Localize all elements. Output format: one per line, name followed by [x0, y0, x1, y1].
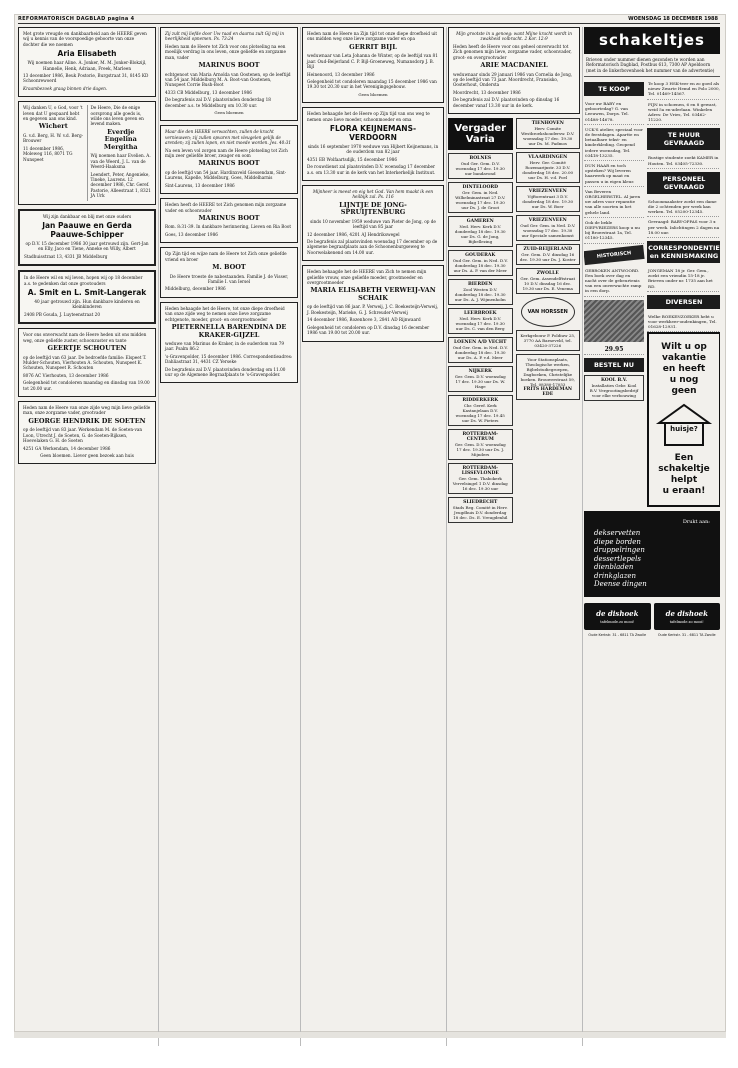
- meeting-item: [448, 153, 513, 179]
- dishoek-item: dessertlepels: [594, 554, 641, 563]
- dishoek-address: Oude Kerkstr. 31 - 6811 TA Zwolle: [657, 632, 716, 637]
- dishoek-addresses: [584, 633, 720, 637]
- section-te-koop: TE KOOP: [584, 82, 644, 96]
- announcement-intro: Heden nam de Heere na Zijn tijd tot onze diepe droefheid uit ons midden weg onze lieve zorgzame vader en opa: [307, 31, 438, 42]
- announcement-text: echtgenoot van Maria Arnolda van Oostenen, op de leeftijd van 54 jaar. Middelburg M. A. Boot-van Oostenen, Nunspeet Corrie Bush-Boot: [165, 71, 291, 88]
- meeting-item: [516, 244, 581, 265]
- announcement-address: 14 december 1986, Rozenhove 3, 2841 AD Rijnwaard: [307, 317, 421, 323]
- death-announcement: [160, 302, 298, 384]
- meeting-details: Vijftorentraat 3 D.V. donderdag 18 dec. 19.30 uur Ds. W. Boer: [522, 193, 574, 209]
- announcement-note: Kraambezoek graag binnen drie dagen.: [23, 85, 108, 91]
- announcement-address: 4251 GA Werkendam, 14 december 1986: [23, 445, 111, 451]
- column-1: [18, 27, 156, 1046]
- announcement-close: Geen bloemen. Liever geen bezoek aan huis: [40, 452, 134, 458]
- horssen-logo: VAN HORSSEN: [521, 297, 575, 327]
- meeting-details: Oud Ger. Gem. D.V. woensdag 17 dec. 19.30 uur bandavond: [455, 160, 505, 176]
- dishoek-logo: [654, 603, 721, 630]
- announcement-intro: Wij zijn dankbaar en blij met onze ouders: [42, 213, 132, 219]
- announcement-funeral: Gelegenheid tot condoleren op D.V. dinsdag 16 december 1986 van 19.00 tot 20.00 uur.: [307, 324, 430, 336]
- ad-line: geen: [671, 386, 697, 397]
- announcement-intro: Heden behaagde het de HEERE van Zich te nemen mijn geliefde vrouw, onze geliefde moeder, grootmoeder en overgrootmoeder: [307, 269, 427, 286]
- announcement-text: G. v.d. Berg, H. W. v.d. Berg-Brouwer: [23, 132, 84, 144]
- meeting-item: [448, 337, 513, 363]
- ad-line: schakeltje: [658, 464, 710, 475]
- classified-item: Van Beveren ORGELHERSTEL. Al jaren uw adres voor reparatie van alle soorten in het gehele land.: [584, 187, 644, 218]
- classified-item: Rustige studente zoekt KAMER in Houten. Tel. 03405-72330.: [647, 153, 720, 168]
- section-correspondentie: CORRESPONDENTIE en KENNISMAKING: [647, 241, 720, 263]
- dishoek-address: Oude Kerkstr. 31 - 6811 TA Zwolle: [588, 632, 647, 637]
- kool-text: Installaties Gebr. Kool B.V. Vergrootingsbedrijf voor elke verbouwing: [589, 382, 639, 398]
- meeting-details: Ger. Gem. D.V. woensdag 17 dec. 19.30 uur Ds. W. Hage: [454, 373, 506, 389]
- meeting-details: Oud Ger. Gem. in Ned. D.V. donderdag 18 dec. 19.30 uur Ds. A. P. v.d. Meer: [452, 344, 508, 360]
- column-4: [448, 27, 580, 1046]
- announcement-name: Everdje Engelina Mergitha: [103, 127, 138, 151]
- ad-line: u eraan!: [662, 486, 706, 497]
- meeting-item: [516, 152, 581, 183]
- announcement-text: sinds 10 november 1959 weduwe van Pieter de Jong, op de leeftijd van 85 jaar: [310, 218, 436, 230]
- dishoek-item: drinkglazen: [594, 571, 637, 580]
- column-5: [584, 27, 720, 1046]
- announcement-address: 's-Gravenpolder, 15 december 1986. Correspondentieadres: Dahliastraat 31, 4431 CZ Yerseke: [165, 353, 293, 365]
- holiday-house-ad: [647, 332, 720, 507]
- meeting-item: [448, 250, 513, 276]
- announcement-intro: Heden nam de Heere tot Zich voor ons plotseling na een moeilijk verdrag in ons leven, onze geliefde en zorgzame man, vader: [165, 43, 286, 60]
- meeting-place: DINTELOORD: [462, 184, 499, 190]
- announcement-name: MARINUS BOOT: [198, 159, 260, 168]
- column-divider: [446, 27, 447, 1046]
- column-3: [302, 27, 444, 1046]
- vergader-section: [448, 118, 580, 526]
- dishoek-heading: Drukt aan:: [682, 519, 710, 526]
- death-announcement: [18, 328, 156, 397]
- ad-headline: [655, 453, 713, 497]
- announcement-name: MARINUS BOOT: [198, 213, 260, 222]
- death-announcement: [302, 107, 444, 181]
- schakeltjes-logo: schakeltjes: [584, 27, 720, 54]
- death-announcement: [18, 401, 156, 464]
- classified-item: Ook de bekle DIEPVRIEZERS koop u nu bij Broerstraat 1a, Tel. 01180-12345.: [584, 218, 644, 244]
- meeting-place: LOENEN A/D VECHT: [454, 339, 507, 345]
- meeting-item: [448, 463, 513, 494]
- meeting-list: [516, 118, 581, 294]
- classifieds-body: [584, 79, 720, 507]
- meeting-details: Ger. Gem. D.V. dinsdag 16 dec. 19.30 uur Ds. J. Koster: [519, 251, 576, 262]
- meeting-item: [448, 216, 513, 247]
- classified-item: Welke BOEKENZOEKER hebt u voor werkheer-ondenkingen, Tel. 01628-12931.: [647, 312, 720, 333]
- header-rule: [18, 23, 720, 24]
- announcement-text: op de leeftijd van 63 jaar. De bedroefde familie: Elspeet T. Mulder-Schouten, Vierhouten A. Schouten, Nunspeet K. Schouten, Nunspeet R. Schouten: [23, 354, 147, 371]
- order-now-button[interactable]: BESTEL NU: [584, 358, 644, 372]
- announcement-text: op de leeftijd van 54 jaar. Hardinxveld Giessendam, Sint-Laurens, Kapelle, Middelburg, Goes, Middelharnis: [165, 169, 287, 181]
- dishoek-item: dekservetten: [594, 529, 641, 538]
- announcement-funeral: De begrafenis zal D.V. plaatsvinden op dinsdag 16 december vanaf 13.30 uur in de kerk.: [453, 97, 560, 108]
- meeting-place: ZUID-BEIJERLAND: [523, 246, 572, 252]
- ad-headline: [655, 342, 713, 397]
- page-header-right: WOENSDAG 18 DECEMBER 1988: [628, 16, 718, 22]
- announcement-quote: Zij zult mij liefde door Uw raad en daarna zult Gij mij in heerlijkheid opnemen. Ps. 73:24: [165, 31, 285, 42]
- page-header-left: REFORMATORISCH DAGBLAD pagina 4: [18, 16, 135, 22]
- book-price: 29.95: [584, 345, 644, 355]
- announcement-funeral: De begrafenis zal D.V. plaatsvinden donderdag om 11.00 uur op de Algemene Begraafplaats te 's-Gravenpolder.: [165, 366, 286, 378]
- meeting-place: ROTTERDAM-CENTRUM: [462, 431, 499, 442]
- section-te-huur: TE HUUR GEVRAAGD: [647, 128, 720, 150]
- classified-item: Schoonmaakster zoekt een dame die 2 ochtenden per week kan werken. Tel. 05200-12345.: [647, 197, 720, 218]
- announcement-text: op de leeftijd van 83 jaar. Werkendam M. de Soeten-van Loon, Utrecht J. de Soeten, G. de Soeten-Rijksen, Hoevelaken G. H. de Soeten: [23, 427, 143, 444]
- meeting-place: VRIEZENVEEN: [528, 188, 567, 194]
- dishoek-list: [594, 529, 710, 589]
- classifieds-intro: Brieven onder nummer dienen gezonden te worden aan Reformatorisch Dagblad, Postbus 613, 7300 AP Apeldoorn (met in de linkerbovenhoek het nummer van de advertentie): [584, 54, 720, 77]
- kool-name: KOOL B.V.: [600, 377, 627, 383]
- announcement-address: Middelburg, december 1986: [165, 286, 226, 292]
- announcement-text: weduwnaar sinds 29 januari 1986 van Cornelia de Jong, op de leeftijd van 73 jaar. Moordrecht, Fransisko, Oosterhout, Ondersta: [453, 71, 573, 88]
- bookshop-name: FRITS HARDEMAN EDE: [523, 386, 573, 397]
- classified-item: JONGEMAN 18 jr. Ger. Gem., zoekt een vriendin 15-18 jr. Brieven onder nr. 1735 aan het RD.: [647, 266, 720, 292]
- meeting-item: [448, 497, 513, 523]
- announcement-intro: In de Heere wil en wij leven, hopen wij op 18 december a.s. te gedenken dat onze grootouders: [24, 275, 143, 286]
- section-diversen: DIVERSEN: [647, 295, 720, 309]
- ad-line: u nog: [669, 375, 699, 386]
- ad-line: en heeft: [662, 364, 706, 375]
- announcement-name: PIETERNELLA BARENDINA DE KRAKER-GIJZEL: [171, 323, 287, 339]
- ad-line: Een: [674, 453, 694, 464]
- death-announcement: [448, 27, 580, 114]
- announcement-name: FLORA KEIJNEMANS-VERDOORN: [329, 123, 417, 142]
- announcement-name: LIJNTJE DE JONG-SPRUIJTENBURG: [339, 200, 407, 217]
- meeting-item: [448, 429, 513, 460]
- announcement-poem: Wij danken U, o God, voor 't leven dat U gespaard hebt en gegeven aan ons kind.: [23, 105, 83, 122]
- bookshop-ad: [516, 354, 581, 400]
- announcement-address: 8076 AC Vierhouten, 13 december 1986: [23, 372, 109, 378]
- death-announcement: [160, 125, 298, 194]
- announcement-text: weduwe van Marinus de Kraker, in de ouderdom van 79 jaar. Psalm 86:2: [165, 341, 285, 352]
- announcement-intro: Voor ons onverwacht nam de Heere heden uit ons midden weg, onze geliefde zuster, schoonzuster en tante: [23, 332, 147, 343]
- meeting-place: NIJKERK: [468, 368, 492, 374]
- classified-list: [647, 197, 720, 238]
- anniversary-announcement: [18, 270, 156, 324]
- announcement-address: 11 december 1986, Moleweg 116, 8071 TG Nunspeet: [23, 145, 73, 162]
- vergader-left: [448, 118, 513, 526]
- anniversary-announcement: [18, 209, 156, 267]
- announcement-text: weduwnaar van Leta Johanna de Winter, op de leeftijd van 81 jaar. Oud-Beijerland C. P. Bijl-Groeneweg, Numansdorp J. B. Bijl: [307, 53, 438, 70]
- classified-item: Te koop 3 HSK-teer en zo goed als nieuw Zwarte Hemd en Polo 2000, Tel. 01469-14567.: [647, 79, 720, 100]
- announcement-intro: Heden behaagde het de Heere, tot onze diepe droefheid van onze zijde weg te nemen onze lieve zorgzame echtgenote, moeder, groot- en overgrootmoeder: [165, 305, 285, 322]
- announcement-quote: Maar die den HEERE verwachten, zullen de kracht vernieuwen; zij zullen opvaren met vleugelen gelijk de arenden; zij zullen lopen, en niet moede worden. Jes. 40:31: [165, 129, 292, 146]
- announcement-quote: Mijn grootste in u genoeg: want Mijne kracht wordt in zwakheid volbracht. 2 Kor. 12:9: [456, 31, 572, 42]
- announcement-address: 4351 EB Wolfaartsdijk, 15 december 1986: [307, 156, 397, 162]
- meeting-details: Stads Reg. Comité in Herv. Jeugdhuis D.V. donderdag 18 dec. Ds. E. Vreugdenhil: [452, 504, 508, 520]
- column-2: [160, 27, 298, 1046]
- dishoek-logo: [584, 603, 651, 630]
- classified-item: UCK'S atelier, speciaal voor de feestdagen. Apartte en betaalbare tekst- en kinderkleding. Geopend iedere woensdag, Tel. 03418-13235.: [584, 125, 644, 161]
- house-icon: [655, 403, 713, 447]
- classified-list: [584, 99, 644, 244]
- meeting-details: Ger. Gem. Assendelftstraat 10 D.V. dinsdag 16 dec. 19.30 uur Ds. E. Venema: [520, 275, 576, 291]
- dishoek-logos: [584, 603, 720, 630]
- announcement-text: 40 jaar getrouwd zijn. Hun dankbare kinderen en kleinkinderen: [34, 299, 140, 310]
- announcement-intro: Heden heeft de HEERE tot Zich genomen mijn zorgzame vader en schoonvader: [165, 202, 287, 213]
- dishoek-logo-title: de dishoek: [665, 608, 708, 618]
- horssen-ad: Kerkgebouw P. Poldiuw 25, 3770 AA Barneveld, tel. 03420-37226: [516, 330, 581, 351]
- meeting-place: GAMEREN: [466, 218, 494, 224]
- meeting-details: Ger. Gem. Thabokerk Vervelsingel 1 D.V. dinsdag 16 dec. 19.30 uur: [452, 475, 508, 491]
- dishoek-logo-title: de dishoek: [596, 608, 639, 618]
- meeting-details: Ger. Gem. in Ned. Wilhelminastraat 27 D.V. woensdag 17 dec. 19.30 uur Ds. J. de Groot: [455, 189, 506, 210]
- announcement-text: sinds 16 september 1970 weduwe van Hijbert Keijnemans, in de ouderdom van 82 jaar: [307, 143, 439, 155]
- meeting-place: RIDDERKERK: [462, 397, 499, 403]
- death-announcement: [160, 27, 298, 121]
- dishoek-item: diepe borden: [594, 537, 641, 546]
- meeting-details: Zool Westen D.V. donderdag 18 dec. 19.30 uur Ds. A. J. Wijmenholm: [454, 286, 506, 302]
- announcement-funeral: De begrafenis zal D.V. plaatsvinden donderdag 18 december a.s. te Middelburg om 10.30 uur.: [165, 97, 271, 108]
- announcement-address: Stadhuisstraat 13, 4331 JB Middelburg: [24, 253, 108, 259]
- historisch-badge: HISTORISCH: [584, 244, 645, 264]
- announcement-address: Goes, 13 december 1986: [165, 231, 218, 237]
- classified-list: [647, 79, 720, 125]
- birth-announcement: [18, 27, 156, 97]
- announcement-funeral: De begrafenis zal plaatsvinden woensdag 17 december op de algemene begraafplaats aan de Schoonenburgseweg te Noorwelakenend om 14.00 uur.: [307, 239, 438, 255]
- announcement-close: Geen bloemen: [358, 91, 388, 97]
- page-edge: [14, 1032, 726, 1038]
- classifieds-right: [647, 79, 720, 507]
- announcement-funeral: Gelegenheid tot condoleren maandag 15 december 1986 van 19.30 tot 20.30 uur in het Verenigingsgebouw.: [307, 78, 437, 90]
- announcement-text: op D.V. 15 december 1986 30 jaar getrouwd zijn. Gert-Jan en Elly, Jaco en Tiene, Anneke en Willy, Albert: [25, 241, 149, 252]
- dishoek-item: dienbladen: [594, 563, 634, 572]
- announcement-intro: Heden heeft de Heere voor ons geheel onverwacht tot Zich genomen mijn lieve, zorgzame vader, schoonvader, groot- en overgrootvader: [453, 43, 572, 60]
- column-divider: [582, 27, 583, 1046]
- dishoek-ad: [584, 511, 720, 597]
- meeting-details: Herv. Ger. Comité Rozemarijnstr. 33 D.V. donderdag 18 dec. 20.00 uur Ds. H. v.d. Poel: [522, 159, 574, 180]
- vergader-right: [516, 118, 581, 526]
- death-announcement: [160, 247, 298, 298]
- announcement-text: Rom. 8:31-39. In dankbare herinnering, Lieven en Ria Boot: [165, 224, 292, 230]
- announcement-address: 4333 CB Middelburg, 13 december 1986: [165, 89, 252, 95]
- kool-ad: [584, 375, 644, 401]
- death-announcement: [302, 185, 444, 261]
- announcement-address: 12 december 1986, 4201 AJ Hendrikswegel: [307, 231, 400, 237]
- announcement-address: Moordrecht, 13 december 1986: [453, 89, 521, 95]
- meeting-item: [516, 215, 581, 241]
- announcement-close: Geen bloemen: [214, 109, 244, 115]
- meeting-details: Oud Ger. Gem. in Ned. D.V. woensdag 17 dec. 19.30 uur Speciale samenkomst: [520, 222, 576, 238]
- announcement-name: MARINUS BOOT: [198, 61, 260, 70]
- dishoek-logo-sub: tafelmode.zo mooi!: [600, 619, 635, 624]
- vergader-varia-logo: Vergader Varia: [448, 118, 513, 150]
- meeting-details: Oud Ger. Gem. in Ned. D.V. donderdag 18 dec. 19.30 uur Ds. A. P. van der Meer: [452, 257, 508, 273]
- announcement-text: op de leeftijd van 86 jaar. P. Verweij, J. C. Boekesteijn-Verweij, J. Boekesteijn, Marieke, G. J. Schreuder-Verweij: [307, 304, 439, 315]
- meeting-place: BIERDEN: [467, 281, 493, 287]
- announcement-funeral: De rouwdienst zal plaatsvinden D.V. woensdag 17 december a.s. om 13.30 uur in de kerk van het Interkerkelijk Instituut.: [307, 164, 436, 175]
- meeting-item: [448, 182, 513, 213]
- meeting-place: VRIEZENVEEN: [528, 217, 567, 223]
- meeting-place: ZWOLLE: [536, 270, 559, 276]
- announcement-side: De Heere, Die de enige oorsprong alle goeds is, wilde ons leven geven en levend maken.: [90, 105, 144, 127]
- book-cover-image: [584, 300, 644, 342]
- classified-item: Voor uw BABY en geboortedag? G. van Leeuwen, Dorps. Tel. 01488-14678.: [584, 99, 644, 125]
- meeting-item: [516, 186, 581, 212]
- death-announcement: [302, 27, 444, 103]
- column-divider: [158, 27, 159, 1046]
- dishoek-item: Deense dingen: [594, 580, 647, 589]
- meeting-details: Ned. Herv. Kerk D.V. donderdag 18 dec. 19.30 uur Ds. G. de Jong, Bijbellezing: [454, 223, 506, 244]
- announcement-address: 2408 PB Gouda, J. Luyteenstraat 20: [24, 311, 100, 317]
- announcement-address: 13 december 1986, Beuk Postorie, Burgstraat 31, 8145 KD Schoonrewoerd: [23, 73, 149, 84]
- classified-item: FIJN in schoenen, 6 en 8 gewast, weid 5a en-aderlaan. Winkelen Adres: De Vries, Tel. 03462-11220.: [647, 100, 720, 126]
- announcement-address: Sint-Laurens, 13 december 1986: [165, 182, 235, 188]
- meeting-item: [448, 366, 513, 392]
- meeting-place: LEERBROEK: [463, 310, 497, 316]
- classified-item: Gevraagd: BABY-OPPAS voor 3 x per week. Inlichtingen 2 dagen na 18.00 uur.: [647, 217, 720, 238]
- meeting-item: [448, 395, 513, 426]
- announcement-text: Wij noemen haar Evelien. A. van de Weerd, J. L. van de Weerd-Haaksma: [90, 153, 151, 170]
- meeting-item: [448, 279, 513, 305]
- announcement-text: Wij noemen haar Aline. A. Jonker, M. M. Jonker-Blokzijl, Hannelie, Henk, Adriaan, Freek, Marleen: [27, 60, 147, 71]
- announcement-name: Jan Paauwe en Gerda Paauwe-Schipper: [42, 221, 132, 240]
- meeting-place: ROTTERDAM-LISSEVLONDE: [461, 465, 499, 476]
- meeting-item: [448, 308, 513, 334]
- house-label: huisje?: [670, 425, 698, 434]
- announcement-name: GERRIT BIJL: [349, 42, 397, 51]
- bookshop-text: Voor Stationsplaats, Theologische werken, Bijbelstudiegroepen, Dagboeken, Christelijke boeken. Brouwerstraat 59, Tel. 08380-17053: [520, 356, 575, 387]
- death-announcement: [302, 265, 444, 341]
- announcement-text: De Heere troeste de nabestaanden. Familie J. de Visser, Familie I. van Iersel: [169, 273, 289, 284]
- meeting-details: Chr. Geref. Kerk Kastanjelaan D.V. woensdag 17 dec. 19.45 uur Ds. W. Pieters: [455, 402, 505, 423]
- announcement-name: ARIE MACDANIEL: [480, 61, 548, 70]
- announcement-intro: Na een leven vol zorgen nam de Heere plotseling tot Zich mijn zeer geliefde broer, zwager en oom: [165, 147, 288, 158]
- meeting-item: [516, 118, 581, 149]
- announcement-address: Heinenoord, 13 december 1986: [307, 71, 375, 77]
- meeting-details: Herv. Comite Westbroekshoudersw. D.V. woensdag 17 dec. 19.30 uur Ds. M. Padmos: [521, 125, 575, 146]
- death-announcement: [160, 198, 298, 243]
- ad-line: Wilt u op: [661, 342, 707, 353]
- announcement-extra: Leendert, Peter, Angenieke, Tineke, Laurens. 12 december 1986, Chr. Geref. Pastorie, Alleestraat 1, 8321 JA Urk: [90, 171, 151, 199]
- announcement-name: GEORGE HENDRIK DE SOETEN: [28, 416, 146, 425]
- announcement-intro: Op Zijn tijd en wijze nam de Heere tot Zich onze geliefde vriend en broer: [165, 251, 287, 262]
- book-ad-text: GEBROKEN ANTWOORD. Een boek over dag en nacht over de gebeurtenis van een onverwachte ramp in een dorp.: [584, 266, 644, 297]
- announcement-intro: Met grote vreugde en dankbaarheid aan de HEERE geven wij u kennis van de voorspoedige geboorte van onze dochter die we noemen: [23, 31, 147, 47]
- meeting-details: Ger. Gem. D.V. woensdag 17 dec. 19.30 uur Ds. J. Mijnders: [454, 441, 506, 457]
- announcement-intro: Heden behaagde het de Heere op Zijn tijd van ons weg te nemen onze lieve moeder, schoonmoeder en oma: [307, 111, 430, 122]
- announcement-name: Aria Elisabeth: [57, 49, 117, 59]
- announcement-name: M. BOOT: [212, 263, 246, 272]
- birth-announcement: [18, 101, 156, 204]
- meeting-list: [448, 153, 513, 523]
- section-personeel: PERSONEEL GEVRAAGD: [647, 172, 720, 194]
- classifieds-left: [584, 79, 644, 507]
- announcement-name: GEERTJE SCHOUTEN: [47, 344, 127, 353]
- announcement-name: MARIA ELISABETH VERWEIJ-VAN SCHAIK: [310, 286, 436, 302]
- classified-item: DUN HAAR en toch opsteken? Wij leveren haarwerk op maat en passen u in eigen kleur.: [584, 161, 644, 187]
- ad-line: vakantie: [662, 353, 706, 364]
- announcement-name: A. Smit en L. Smit-Langerak: [27, 288, 147, 298]
- announcement-name: Wichert: [38, 122, 68, 131]
- meeting-details: Ned. Herv. Kerk D.V. woensdag 17 dec. 19.30 uur Ds. C. van den Berg: [455, 315, 505, 331]
- meeting-item: [516, 268, 581, 294]
- announcement-intro: Heden nam de Heere van onze zijde weg mijn lieve geliefde man, onze zorgzame vader, grootvader: [23, 405, 151, 416]
- ad-line: helpt: [670, 475, 698, 486]
- meeting-place: SLIEDRECHT: [463, 499, 498, 505]
- meeting-place: BOLNES: [469, 155, 492, 161]
- announcement-funeral: Gelegenheid tot condoleren maandag en dinsdag van 19.00 tot 20.00 uur.: [23, 380, 150, 391]
- meeting-place: GOUDERAK: [465, 252, 496, 258]
- dishoek-item: druppelringen: [594, 546, 645, 555]
- meeting-place: VLAARDINGEN: [528, 154, 568, 160]
- column-divider: [300, 27, 301, 1046]
- meeting-place: TIENHOVEN: [531, 120, 564, 126]
- dishoek-logo-sub: tafelmode.zo mooi!: [669, 619, 704, 624]
- announcement-quote: Mijnheer is meest en eig het God. Van hem maakt ik een heilbijk zal. Ps. 116: [312, 189, 434, 200]
